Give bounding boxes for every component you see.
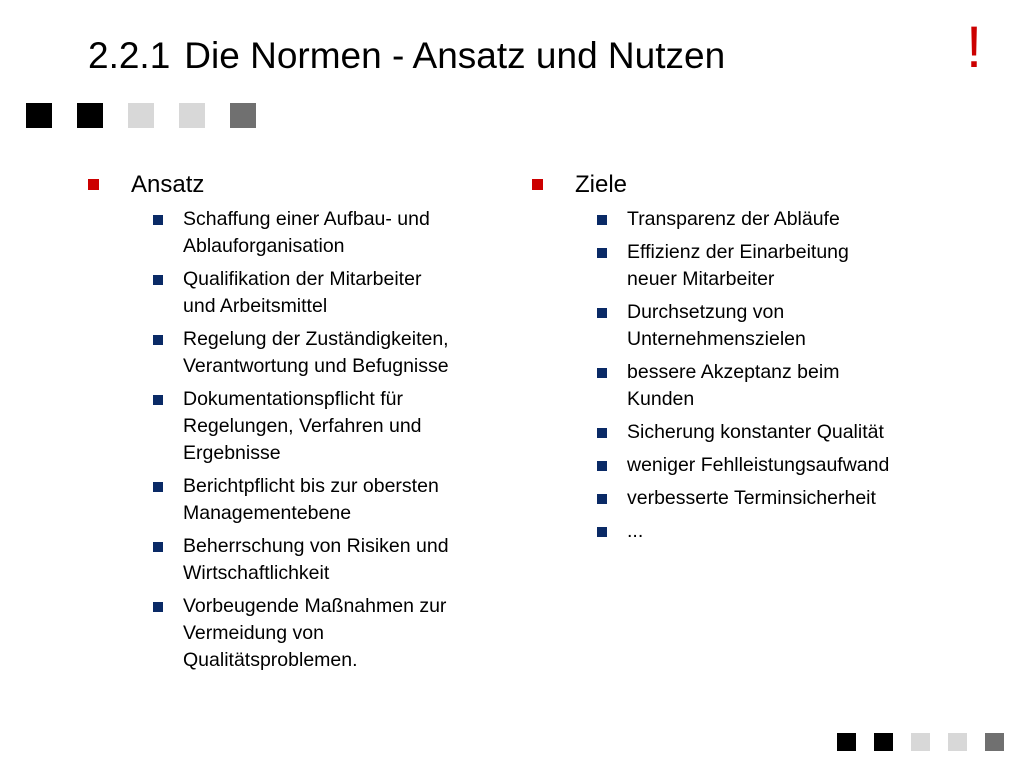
square-black: [874, 733, 893, 751]
square-black: [77, 103, 103, 128]
ziele-list: [532, 206, 952, 545]
blue-square-bullet-icon: [153, 602, 163, 612]
list-item-text: Schaffung einer Aufbau- und Ablauforganisation: [183, 208, 430, 257]
list-item-text: Durchsetzung von Unternehmenszielen: [627, 301, 806, 350]
list-item: [153, 206, 508, 260]
decorative-squares-bottom: [837, 733, 1022, 751]
list-item: [153, 326, 508, 380]
blue-square-bullet-icon: [153, 215, 163, 225]
list-item-text: Beherrschung von Risiken und Wirtschaftlichkeit: [183, 535, 449, 584]
square-light: [128, 103, 154, 128]
blue-square-bullet-icon: [597, 527, 607, 537]
column-ziele: [532, 170, 952, 551]
list-item: [597, 359, 952, 413]
list-item-text: weniger Fehlleistungsaufwand: [627, 454, 890, 476]
list-item: [597, 452, 952, 479]
blue-square-bullet-icon: [153, 482, 163, 492]
list-item: [597, 485, 952, 512]
list-item-text: verbesserte Terminsicherheit: [627, 487, 876, 509]
list-item-text: bessere Akzeptanz beim Kunden: [627, 361, 840, 410]
slide-title: [88, 32, 725, 80]
section-number: 2.2.1: [88, 35, 171, 76]
list-item: [153, 473, 508, 527]
square-black: [26, 103, 52, 128]
column-ansatz: [88, 170, 508, 680]
blue-square-bullet-icon: [597, 368, 607, 378]
blue-square-bullet-icon: [597, 308, 607, 318]
list-item-text: Transparenz der Abläufe: [627, 208, 840, 230]
square-grey: [230, 103, 256, 128]
list-item-text: Vorbeugende Maßnahmen zur Vermeidung von Qualitätsproblemen.: [183, 595, 447, 671]
list-item: [597, 299, 952, 353]
exclamation-marker: !: [966, 15, 983, 80]
blue-square-bullet-icon: [597, 494, 607, 504]
decorative-squares-top: [26, 103, 281, 128]
square-black: [837, 733, 856, 751]
heading-text: Ansatz: [131, 171, 205, 198]
list-item: [153, 266, 508, 320]
list-item: [597, 518, 952, 545]
heading-ziele: [532, 170, 952, 200]
blue-square-bullet-icon: [153, 542, 163, 552]
list-item: [153, 533, 508, 587]
blue-square-bullet-icon: [153, 275, 163, 285]
blue-square-bullet-icon: [597, 428, 607, 438]
list-item-text: Effizienz der Einarbeitung neuer Mitarbeiter: [627, 241, 849, 290]
red-square-bullet-icon: [532, 179, 543, 190]
red-square-bullet-icon: [88, 179, 99, 190]
square-light: [179, 103, 205, 128]
blue-square-bullet-icon: [597, 248, 607, 258]
list-item-text: Berichtpflicht bis zur obersten Managementebene: [183, 475, 439, 524]
list-item: [597, 239, 952, 293]
list-item-text: Dokumentationspflicht für Regelungen, Verfahren und Ergebnisse: [183, 388, 422, 464]
list-item-text: Regelung der Zuständigkeiten, Verantwortung und Befugnisse: [183, 328, 449, 377]
heading-text: Ziele: [575, 171, 628, 198]
blue-square-bullet-icon: [153, 395, 163, 405]
list-item-text: Qualifikation der Mitarbeiter und Arbeitsmittel: [183, 268, 422, 317]
square-light: [911, 733, 930, 751]
list-item: [153, 593, 508, 674]
square-light: [948, 733, 967, 751]
list-item: [597, 206, 952, 233]
square-grey: [985, 733, 1004, 751]
ansatz-list: [88, 206, 508, 674]
title-text: Die Normen - Ansatz und Nutzen: [184, 35, 726, 76]
blue-square-bullet-icon: [597, 461, 607, 471]
list-item: [597, 419, 952, 446]
list-item-text: ...: [627, 520, 644, 542]
list-item-text: Sicherung konstanter Qualität: [627, 421, 884, 443]
heading-ansatz: [88, 170, 508, 200]
list-item: [153, 386, 508, 467]
blue-square-bullet-icon: [153, 335, 163, 345]
blue-square-bullet-icon: [597, 215, 607, 225]
